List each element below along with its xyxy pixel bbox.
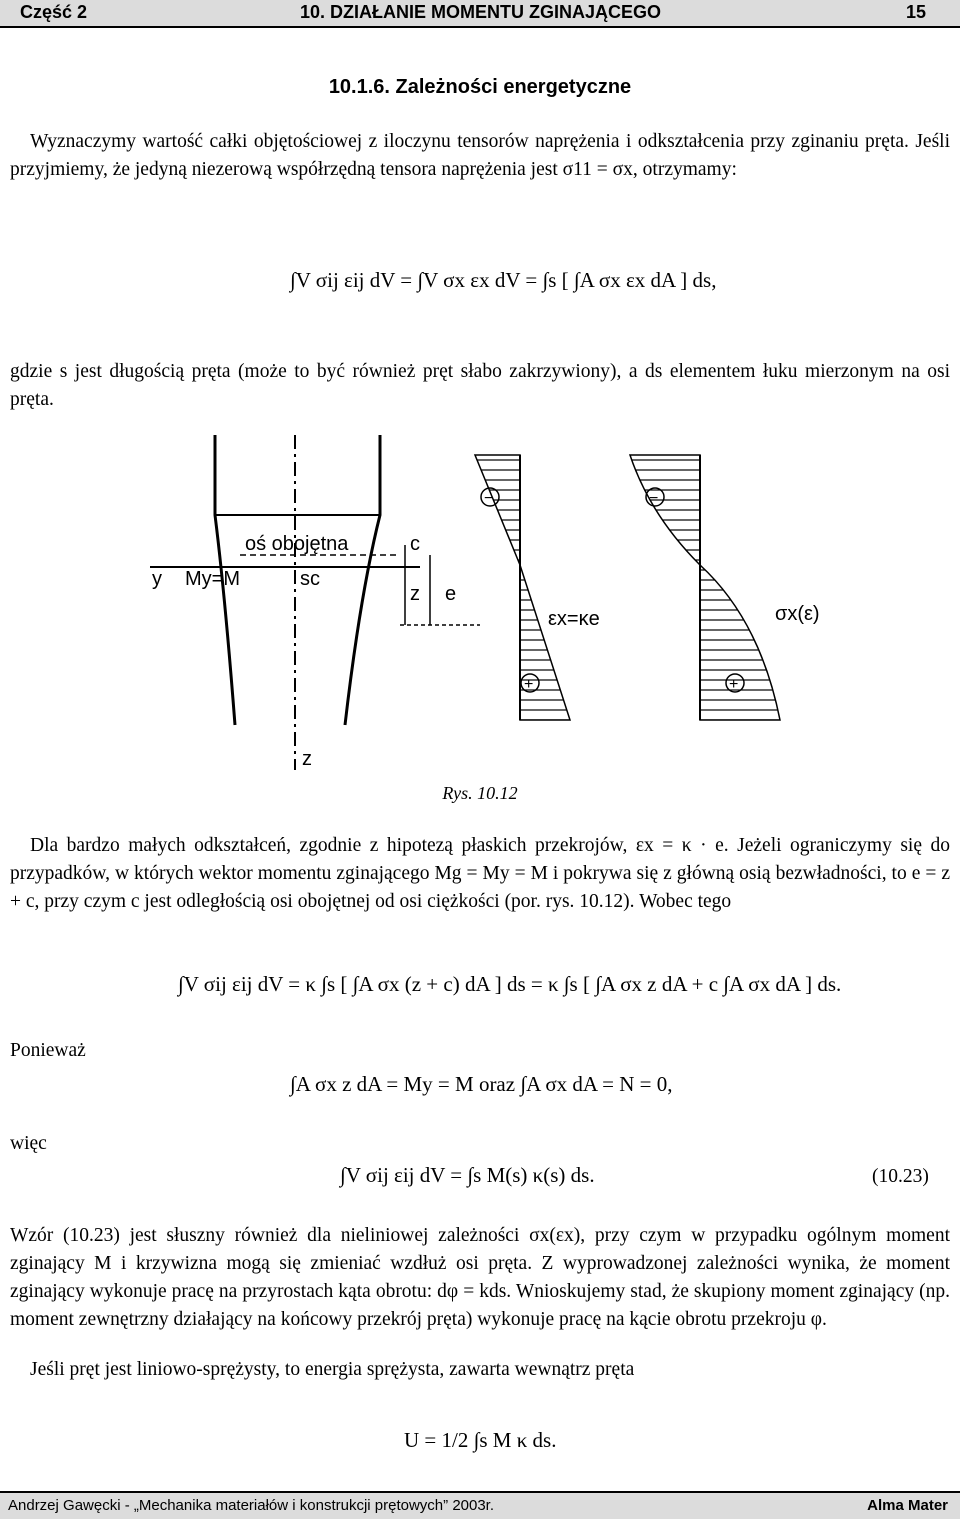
equation-4-number: (10.23) (872, 1166, 929, 1187)
figure-caption: Rys. 10.12 (442, 783, 518, 803)
label-stress: σx(ε) (775, 603, 820, 625)
strain-minus: − (484, 490, 494, 507)
label-strain: εx=κe (548, 608, 600, 630)
footer-citation: Andrzej Gawęcki - „Mechanika materiałów i konstrukcji prętowych” 2003r. (8, 1497, 495, 1514)
label-e-dim: e (445, 583, 457, 605)
paragraph-2: gdzie s jest długością pręta (może to być również pręt słabo zakrzywiony), a ds elementem łuku mierzonym na osi pręta. (10, 361, 950, 410)
page-footer (0, 1491, 960, 1519)
label-z-axis: z (302, 748, 312, 770)
header-page-number: 15 (906, 2, 927, 22)
strain-plus: + (524, 676, 534, 693)
label-z-dim: z (410, 583, 420, 605)
equation-3: ∫A σx z dA = My = M oraz ∫A σx dA = N = 0, (290, 1072, 673, 1096)
stress-diagram (630, 455, 820, 720)
label-moment: My=M (185, 568, 240, 590)
label-neutral-axis: oś obojętna (245, 533, 349, 555)
label-c: c (410, 533, 420, 555)
equation-2: ∫V σij εij dV = κ ∫s [ ∫A σx (z + c) dA ] ds = κ ∫s [ ∫A σx z dA + c ∫A σx dA ] ds. (178, 972, 842, 996)
label-sc: sc (300, 568, 320, 590)
figure-bending-diagram (0, 425, 960, 785)
paragraph-4: Wzór (10.23) jest słuszny również dla nieliniowej zależności σx(εx), przy czym w przypadku ogólnym moment zginający M i krzywizna mogą się zmieniać wzdłuż osi pręta. Z wyprowadzonej zależności wynika, że moment zginający wykonuje pracę na przyrostach kąta obrotu: dφ = kds. Wnioskujemy stad, że skupiony moment zginający (np. moment zewnętrzny działający na końcowy przekrój pręta) wykonuje pracę na kącie obrotu przekroju φ. (10, 1225, 950, 1330)
header-chapter: 10. DZIAŁANIE MOMENTU ZGINAJĄCEGO (300, 2, 662, 22)
section-title: 10.1.6. Zależności energetyczne (328, 76, 632, 98)
equation-4: ∫V σij εij dV = ∫s M(s) κ(s) ds. (340, 1163, 595, 1187)
header-part: Część 2 (20, 2, 88, 22)
equation-5: U = 1/2 ∫s M κ ds. (404, 1428, 557, 1452)
bar-right-edge (345, 435, 380, 725)
equation-1: ∫V σij εij dV = ∫V σx εx dV = ∫s [ ∫A σx εx dA ] ds, (290, 268, 717, 292)
stress-minus: − (649, 490, 659, 507)
strain-diagram (475, 455, 600, 720)
label-wiec: więc (10, 1133, 47, 1154)
paragraph-5: Jeśli pręt jest liniowo-sprężysty, to energia sprężysta, zawarta wewnątrz pręta (30, 1359, 635, 1380)
label-y: y (152, 568, 162, 590)
label-poniewaz: Ponieważ (10, 1040, 86, 1061)
page-header (0, 0, 960, 28)
footer-publisher: Alma Mater (867, 1497, 948, 1514)
paragraph-1: Wyznaczymy wartość całki objętościowej z iloczynu tensorów naprężenia i odkształcenia przy zginaniu pręta. Jeśli przyjmiemy, że jedyną niezerową współrzędną tensora naprężenia jest σ11 = σx, otrzymamy: (10, 131, 950, 180)
paragraph-3: Dla bardzo małych odkształceń, zgodnie z hipotezą płaskich przekrojów, εx = κ · e. Jeżeli ograniczymy się do przypadków, w których wektor momentu zginającego Mg = My = M i pokrywa się z główną osią bezwładności, to e = z + c, przy czym c jest odległością osi obojętnej od osi ciężkości (por. rys. 10.12). Wobec tego (10, 835, 950, 912)
stress-plus: + (729, 676, 739, 693)
